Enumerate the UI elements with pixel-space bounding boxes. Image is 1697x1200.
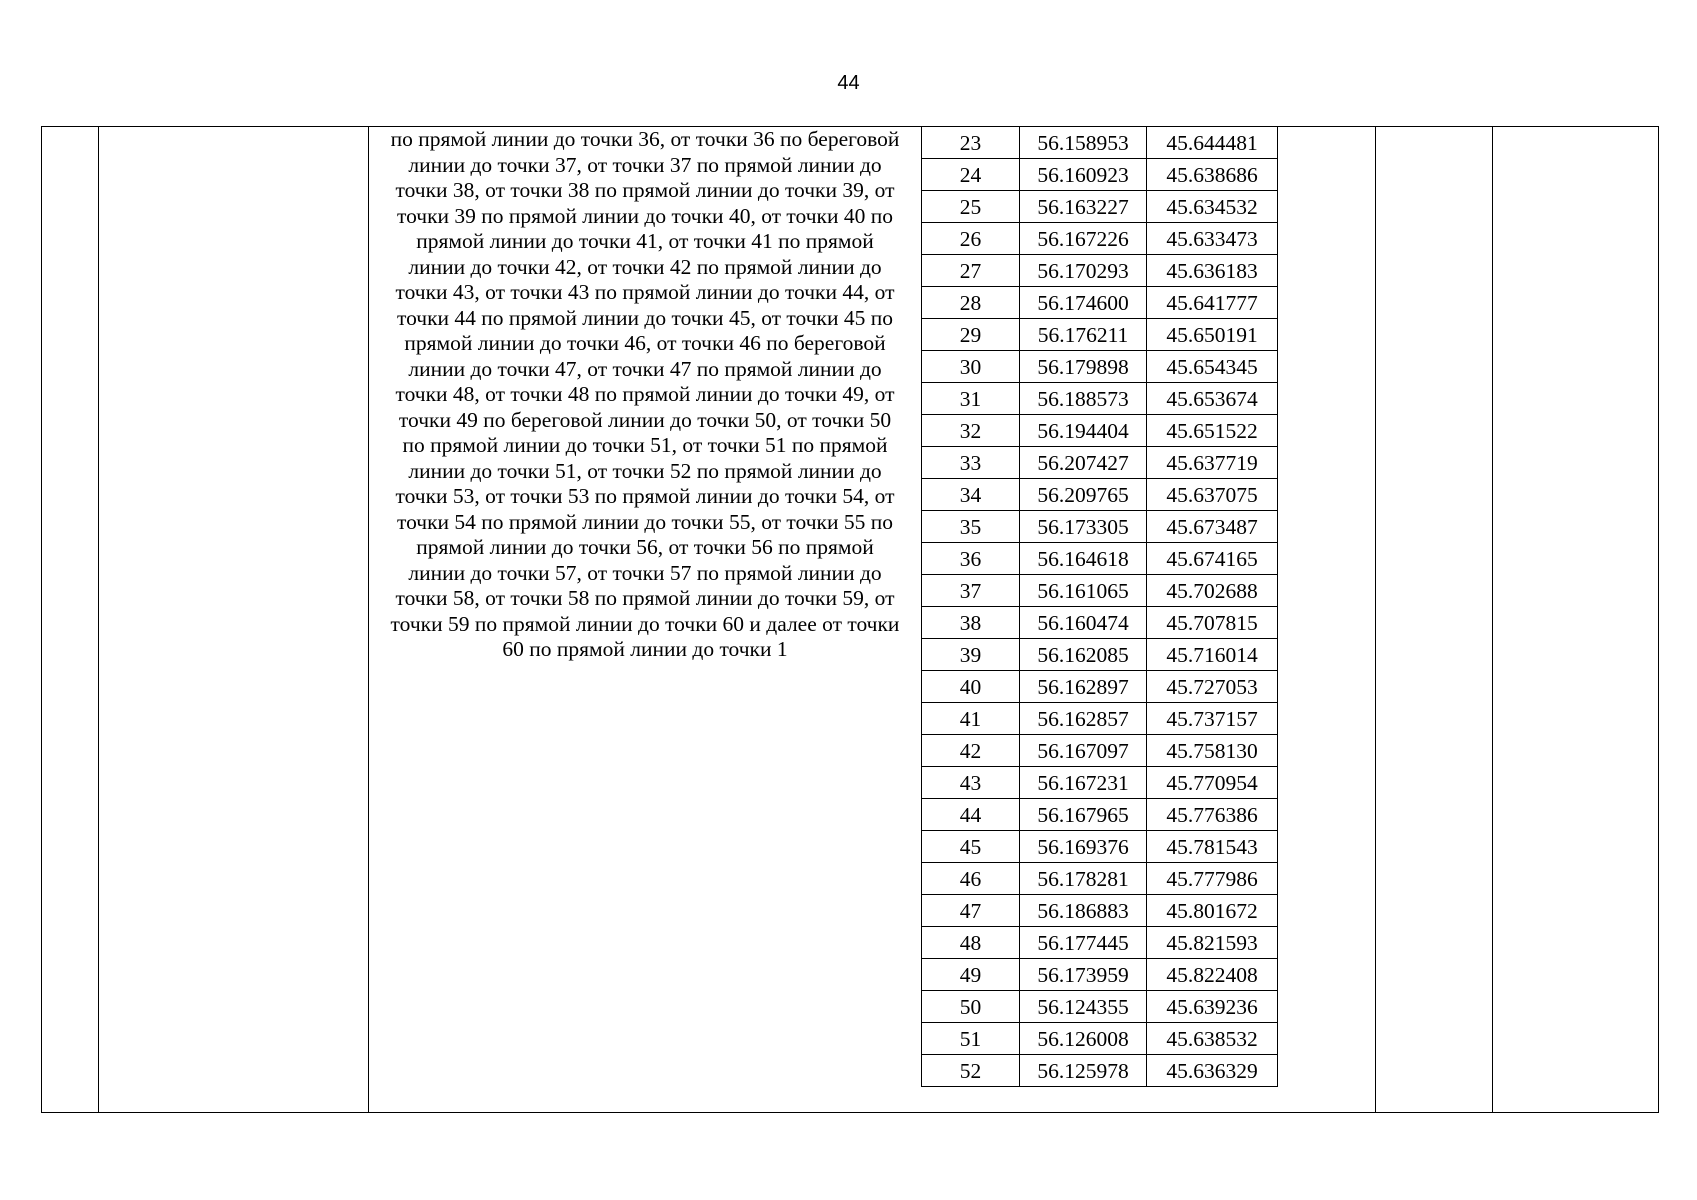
latitude-cell: 56.162085 <box>1020 639 1147 671</box>
longitude-cell: 45.651522 <box>1147 415 1278 447</box>
point-number-cell: 49 <box>922 959 1020 991</box>
latitude-cell: 56.160923 <box>1020 159 1147 191</box>
latitude-cell: 56.160474 <box>1020 607 1147 639</box>
latitude-cell: 56.164618 <box>1020 543 1147 575</box>
table-row <box>922 223 1278 255</box>
latitude-cell: 56.173959 <box>1020 959 1147 991</box>
point-number-cell: 46 <box>922 863 1020 895</box>
latitude-cell: 56.188573 <box>1020 383 1147 415</box>
table-row <box>922 255 1278 287</box>
point-number-cell: 50 <box>922 991 1020 1023</box>
point-number-cell: 39 <box>922 639 1020 671</box>
latitude-cell: 56.163227 <box>1020 191 1147 223</box>
table-row <box>922 735 1278 767</box>
point-number-cell: 40 <box>922 671 1020 703</box>
table-row <box>922 447 1278 479</box>
latitude-cell: 56.162897 <box>1020 671 1147 703</box>
table-row <box>922 191 1278 223</box>
table-row <box>922 1023 1278 1055</box>
point-number-cell: 33 <box>922 447 1020 479</box>
point-number-cell: 30 <box>922 351 1020 383</box>
longitude-cell: 45.702688 <box>1147 575 1278 607</box>
latitude-cell: 56.169376 <box>1020 831 1147 863</box>
point-number-cell: 23 <box>922 127 1020 159</box>
latitude-cell: 56.194404 <box>1020 415 1147 447</box>
longitude-cell: 45.737157 <box>1147 703 1278 735</box>
boundary-description: по прямой линии до точки 36, от точки 36 по береговой линии до точки 37, от точки 37 по прямой линии до точки 38, от точки 38 по прямой линии до точки 39, от точки 39 по прямой линии до точки 40, от точки 40 по прямой линии до точки 41, от точки 41 по прямой линии до точки 42, от точки 42 по прямой линии до точки 43, от точки 43 по прямой линии до точки 44, от точки 44 по прямой линии до точки 45, от точки 45 по прямой линии до точки 46, от точки 46 по береговой линии до точки 47, от точки 47 по прямой линии до точки 48, от точки 48 по прямой линии до точки 49, от точки 49 по береговой линии до точки 50, от точки 50 по прямой линии до точки 51, от точки 51 по прямой линии до точки 51, от точки 52 по прямой линии до точки 53, от точки 53 по прямой линии до точки 54, от точки 54 по прямой линии до точки 55, от точки 55 по прямой линии до точки 56, от точки 56 по прямой линии до точки 57, от точки 57 по прямой линии до точки 58, от точки 58 по прямой линии до точки 59, от точки 59 по прямой линии до точки 60 и далее от точки 60 по прямой линии до точки 1 <box>390 127 900 661</box>
longitude-cell: 45.644481 <box>1147 127 1278 159</box>
table-row <box>922 831 1278 863</box>
table-row <box>922 543 1278 575</box>
point-number-cell: 26 <box>922 223 1020 255</box>
table-row <box>922 575 1278 607</box>
latitude-cell: 56.167097 <box>1020 735 1147 767</box>
page-number: 44 <box>837 72 860 94</box>
latitude-cell: 56.162857 <box>1020 703 1147 735</box>
table-row <box>922 863 1278 895</box>
longitude-cell: 45.707815 <box>1147 607 1278 639</box>
column-divider <box>98 126 99 1113</box>
column-divider <box>1492 126 1493 1113</box>
point-number-cell: 29 <box>922 319 1020 351</box>
point-number-cell: 45 <box>922 831 1020 863</box>
column-divider <box>1375 126 1376 1113</box>
point-number-cell: 48 <box>922 927 1020 959</box>
latitude-cell: 56.177445 <box>1020 927 1147 959</box>
longitude-cell: 45.633473 <box>1147 223 1278 255</box>
table-row <box>922 959 1278 991</box>
latitude-cell: 56.207427 <box>1020 447 1147 479</box>
longitude-cell: 45.716014 <box>1147 639 1278 671</box>
latitude-cell: 56.167226 <box>1020 223 1147 255</box>
column-divider <box>368 126 369 1113</box>
longitude-cell: 45.770954 <box>1147 767 1278 799</box>
longitude-cell: 45.638532 <box>1147 1023 1278 1055</box>
point-number-cell: 34 <box>922 479 1020 511</box>
coordinates-table <box>921 126 1278 1087</box>
point-number-cell: 35 <box>922 511 1020 543</box>
longitude-cell: 45.638686 <box>1147 159 1278 191</box>
table-row <box>922 383 1278 415</box>
longitude-cell: 45.636329 <box>1147 1055 1278 1087</box>
latitude-cell: 56.173305 <box>1020 511 1147 543</box>
point-number-cell: 51 <box>922 1023 1020 1055</box>
point-number-cell: 25 <box>922 191 1020 223</box>
latitude-cell: 56.176211 <box>1020 319 1147 351</box>
longitude-cell: 45.637075 <box>1147 479 1278 511</box>
longitude-cell: 45.650191 <box>1147 319 1278 351</box>
longitude-cell: 45.654345 <box>1147 351 1278 383</box>
longitude-cell: 45.639236 <box>1147 991 1278 1023</box>
point-number-cell: 43 <box>922 767 1020 799</box>
latitude-cell: 56.126008 <box>1020 1023 1147 1055</box>
latitude-cell: 56.167965 <box>1020 799 1147 831</box>
point-number-cell: 28 <box>922 287 1020 319</box>
longitude-cell: 45.758130 <box>1147 735 1278 767</box>
table-row <box>922 895 1278 927</box>
table-row <box>922 127 1278 159</box>
latitude-cell: 56.179898 <box>1020 351 1147 383</box>
longitude-cell: 45.801672 <box>1147 895 1278 927</box>
point-number-cell: 32 <box>922 415 1020 447</box>
table-row <box>922 607 1278 639</box>
latitude-cell: 56.174600 <box>1020 287 1147 319</box>
longitude-cell: 45.777986 <box>1147 863 1278 895</box>
point-number-cell: 27 <box>922 255 1020 287</box>
table-row <box>922 415 1278 447</box>
longitude-cell: 45.822408 <box>1147 959 1278 991</box>
table-row <box>922 351 1278 383</box>
longitude-cell: 45.674165 <box>1147 543 1278 575</box>
latitude-cell: 56.167231 <box>1020 767 1147 799</box>
longitude-cell: 45.776386 <box>1147 799 1278 831</box>
longitude-cell: 45.634532 <box>1147 191 1278 223</box>
latitude-cell: 56.170293 <box>1020 255 1147 287</box>
point-number-cell: 42 <box>922 735 1020 767</box>
longitude-cell: 45.821593 <box>1147 927 1278 959</box>
latitude-cell: 56.158953 <box>1020 127 1147 159</box>
longitude-cell: 45.637719 <box>1147 447 1278 479</box>
longitude-cell: 45.673487 <box>1147 511 1278 543</box>
point-number-cell: 38 <box>922 607 1020 639</box>
coordinates-table-body <box>922 127 1278 1087</box>
table-row <box>922 991 1278 1023</box>
longitude-cell: 45.653674 <box>1147 383 1278 415</box>
table-row <box>922 639 1278 671</box>
table-row <box>922 1055 1278 1087</box>
longitude-cell: 45.636183 <box>1147 255 1278 287</box>
point-number-cell: 44 <box>922 799 1020 831</box>
table-row <box>922 767 1278 799</box>
table-row <box>922 287 1278 319</box>
point-number-cell: 31 <box>922 383 1020 415</box>
latitude-cell: 56.124355 <box>1020 991 1147 1023</box>
point-number-cell: 24 <box>922 159 1020 191</box>
table-row <box>922 927 1278 959</box>
longitude-cell: 45.781543 <box>1147 831 1278 863</box>
latitude-cell: 56.186883 <box>1020 895 1147 927</box>
table-row <box>922 511 1278 543</box>
longitude-cell: 45.641777 <box>1147 287 1278 319</box>
point-number-cell: 52 <box>922 1055 1020 1087</box>
table-row <box>922 319 1278 351</box>
point-number-cell: 41 <box>922 703 1020 735</box>
table-row <box>922 799 1278 831</box>
point-number-cell: 47 <box>922 895 1020 927</box>
latitude-cell: 56.125978 <box>1020 1055 1147 1087</box>
longitude-cell: 45.727053 <box>1147 671 1278 703</box>
latitude-cell: 56.178281 <box>1020 863 1147 895</box>
table-row <box>922 159 1278 191</box>
table-row <box>922 671 1278 703</box>
table-row <box>922 703 1278 735</box>
point-number-cell: 36 <box>922 543 1020 575</box>
table-row <box>922 479 1278 511</box>
point-number-cell: 37 <box>922 575 1020 607</box>
latitude-cell: 56.209765 <box>1020 479 1147 511</box>
latitude-cell: 56.161065 <box>1020 575 1147 607</box>
